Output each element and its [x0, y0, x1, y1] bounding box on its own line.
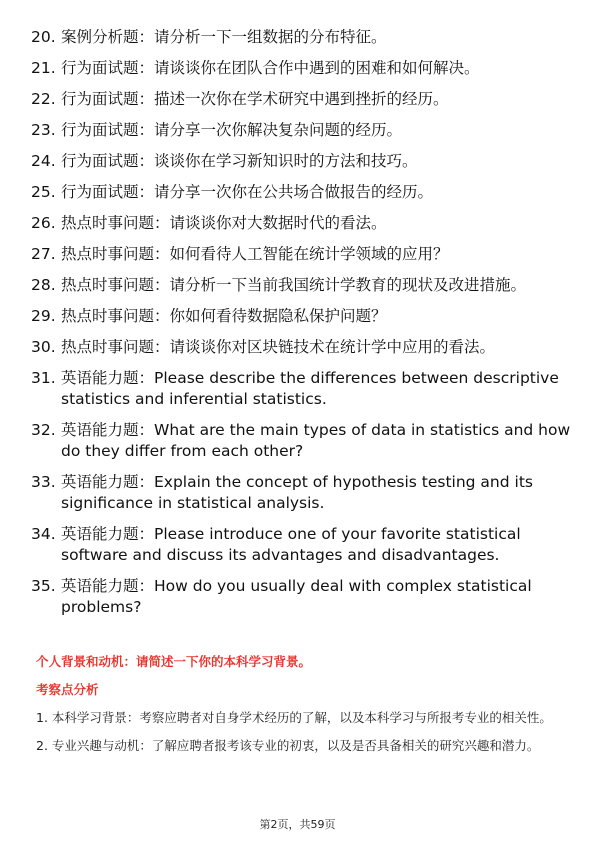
question-number: 31. — [31, 369, 56, 387]
question-text: 热点时事问题：如何看待人工智能在统计学领域的应用？ — [61, 245, 449, 263]
question-number: 34. — [31, 525, 56, 543]
question-number: 30. — [31, 338, 56, 356]
question-number: 21. — [31, 59, 56, 77]
question-item — [31, 151, 571, 172]
question-number: 26. — [31, 214, 56, 232]
question-text: 热点时事问题：请分析一下当前我国统计学教育的现状及改进措施。 — [61, 276, 527, 294]
question-text: 行为面试题：请分享一次你在公共场合做报告的经历。 — [61, 183, 434, 201]
question-text: 英语能力题：How do you usually deal with complex statistical problems? — [61, 577, 532, 616]
question-text: 热点时事问题：你如何看待数据隐私保护问题？ — [61, 307, 387, 325]
question-text: 行为面试题：请谈谈你在团队合作中遇到的困难和如何解决。 — [61, 59, 480, 77]
question-item — [31, 524, 571, 566]
question-text: 案例分析题：请分析一下一组数据的分布特征。 — [61, 28, 387, 46]
question-item — [31, 576, 571, 618]
question-text: 行为面试题：谈谈你在学习新知识时的方法和技巧。 — [61, 152, 418, 170]
question-item — [31, 244, 571, 265]
question-item — [31, 306, 571, 327]
question-item — [31, 182, 571, 203]
question-item — [31, 213, 571, 234]
question-item — [31, 89, 571, 110]
question-number: 28. — [31, 276, 56, 294]
question-text: 英语能力题：Please introduce one of your favorite statistical software and discuss its advantages and disadvantages. — [61, 525, 521, 564]
question-text: 热点时事问题：请谈谈你对大数据时代的看法。 — [61, 214, 387, 232]
section-title: 个人背景和动机：请简述一下你的本科学习背景。 — [36, 654, 312, 669]
question-item — [31, 368, 571, 410]
question-item — [31, 420, 571, 462]
question-list — [31, 27, 571, 628]
question-item — [31, 58, 571, 79]
question-number: 23. — [31, 121, 56, 139]
question-text: 行为面试题：请分享一次你解决复杂问题的经历。 — [61, 121, 403, 139]
question-number: 32. — [31, 421, 56, 439]
question-text: 英语能力题：What are the main types of data in statistics and how do they differ from each other? — [61, 421, 571, 460]
question-item — [31, 275, 571, 296]
analysis-points — [36, 705, 561, 761]
question-number: 35. — [31, 577, 56, 595]
question-number: 22. — [31, 90, 56, 108]
question-number: 27. — [31, 245, 56, 263]
question-number: 33. — [31, 473, 56, 491]
page-number-footer: 第2页，共59页 — [259, 818, 336, 831]
question-text: 英语能力题：Please describe the differences between descriptive statistics and inferential statistics. — [61, 369, 559, 408]
analysis-point: 2. 专业兴趣与动机：了解应聘者报考该专业的初衷，以及是否具备相关的研究兴趣和潜力。 — [36, 738, 540, 753]
question-number: 25. — [31, 183, 56, 201]
question-item — [31, 27, 571, 48]
question-item — [31, 337, 571, 358]
question-item — [31, 472, 571, 514]
question-number: 20. — [31, 28, 56, 46]
question-item — [31, 120, 571, 141]
analysis-point: 1. 本科学习背景：考察应聘者对自身学术经历的了解，以及本科学习与所报考专业的相关性。 — [36, 710, 552, 725]
question-text: 英语能力题：Explain the concept of hypothesis testing and its significance in statistical analysis. — [61, 473, 533, 512]
question-text: 热点时事问题：请谈谈你对区块链技术在统计学中应用的看法。 — [61, 338, 496, 356]
question-number: 29. — [31, 307, 56, 325]
question-text: 行为面试题：描述一次你在学术研究中遇到挫折的经历。 — [61, 90, 449, 108]
question-number: 24. — [31, 152, 56, 170]
section-subtitle: 考察点分析 — [36, 682, 99, 697]
